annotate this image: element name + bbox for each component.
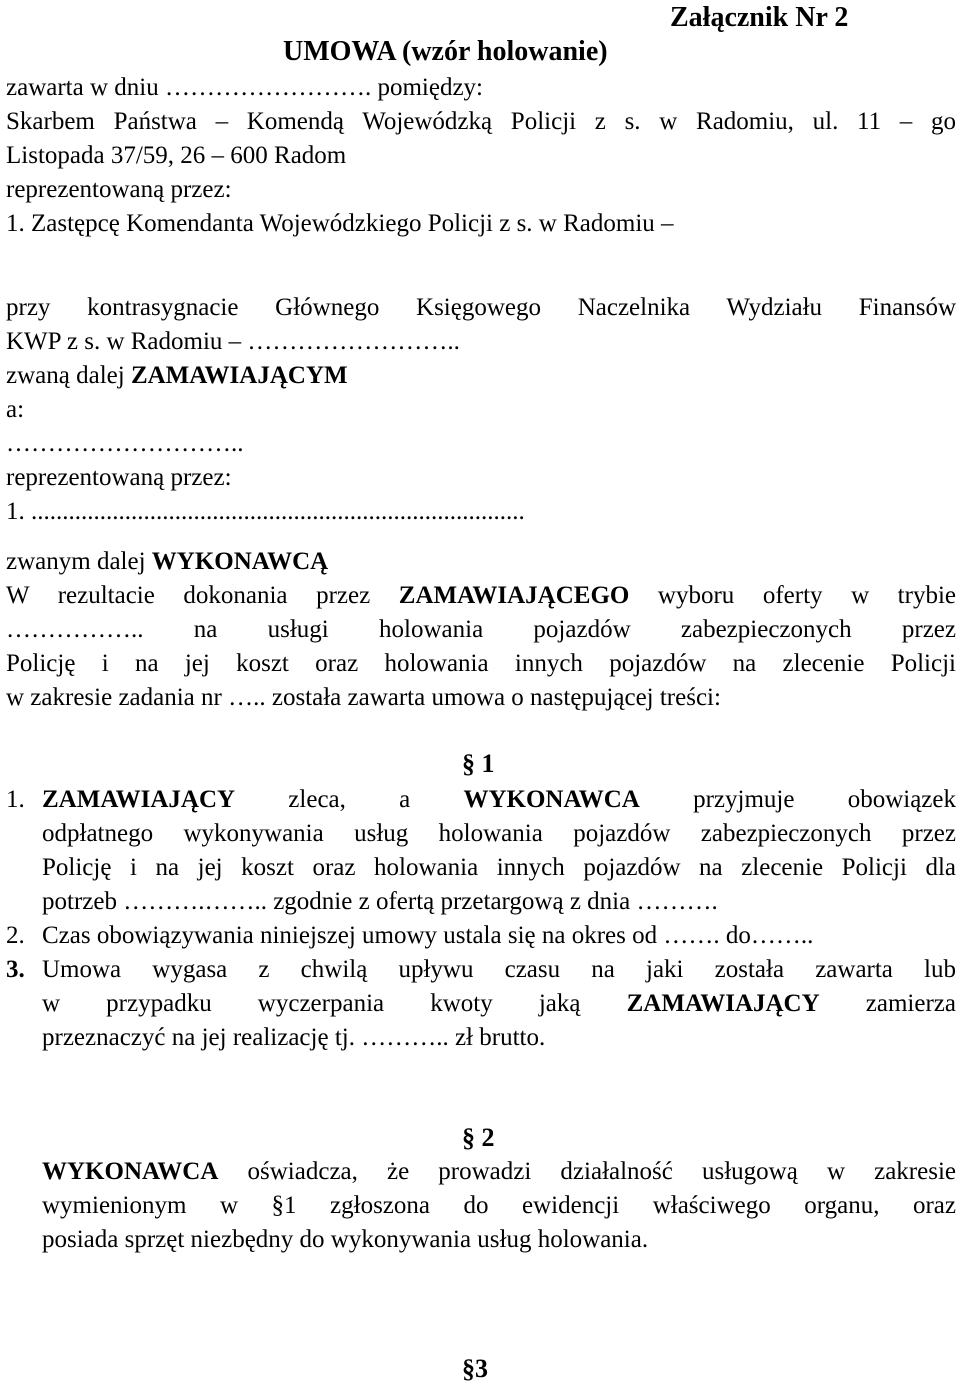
sec2-text-1b: oświadcza, że prowadzi działalność usługową w zakresie xyxy=(218,1158,956,1185)
parties-line-1: zawarta w dniu ……………………. pomiędzy: xyxy=(6,74,483,101)
item-1-line-2: odpłatnego wykonywania usług holowania pojazdów zabezpieczonych przez xyxy=(42,820,956,847)
intro-text-1a: W rezultacie dokonania przez xyxy=(6,582,399,609)
label-zwana-dalej: zwaną dalej xyxy=(6,362,131,389)
parties-line-11: reprezentowaną przez: xyxy=(6,464,232,491)
parties-line-8 xyxy=(6,359,956,393)
item-1-line-4: potrzeb ……….…….. zgodnie z ofertą przetargową z dnia ………. xyxy=(42,888,718,915)
sec2-line-2: wymienionym w §1 zgłoszona do ewidencji właściwego organu, oraz xyxy=(42,1192,956,1219)
item-3-line-1: Umowa wygasa z chwilą upływu czasu na jaki została zawarta lub xyxy=(42,956,956,983)
parties-line-4: reprezentowaną przez: xyxy=(6,176,232,203)
item-1-text-1d: przyjmuje obowiązek xyxy=(639,786,956,813)
item-3-text-2c: zamierza xyxy=(819,990,956,1017)
item-3-text-2a: w przypadku wyczerpania kwoty jaką xyxy=(42,990,627,1017)
parties-line-3: Listopada 37/59, 26 – 600 Radom xyxy=(6,142,347,169)
item-3-number: 3. xyxy=(6,956,25,983)
parties-line-6: przy kontrasygnacie Głównego Księgowego Naczelnika Wydziału Finansów xyxy=(6,294,956,321)
section-1-heading: § 1 xyxy=(462,749,495,778)
wykonawca-term: WYKONAWCA xyxy=(463,786,640,813)
sec2-line-3: posiada sprzęt niezbędny do wykonywania usług holowania. xyxy=(42,1226,649,1253)
zamawiajacego-term: ZAMAWIAJĄCEGO xyxy=(398,582,630,609)
item-1-line-1 xyxy=(42,783,956,817)
parties-line-10: ……………………….. xyxy=(6,430,244,457)
zamawiajacy-term: ZAMAWIAJĄCY xyxy=(626,990,820,1017)
item-1-line-3: Policję i na jej koszt oraz holowania innych pojazdów na zlecenie Policji dla xyxy=(42,854,956,881)
intro-line-1 xyxy=(6,579,956,613)
parties-line-13 xyxy=(6,545,956,579)
parties-line-2: Skarbem Państwa – Komendą Wojewódzką Policji z s. w Radomiu, ul. 11 – go xyxy=(6,108,956,135)
section-2-heading: § 2 xyxy=(462,1123,495,1152)
wykonawca-term: WYKONAWCA xyxy=(42,1158,219,1185)
label-zwanym-dalej: zwanym dalej xyxy=(6,548,152,575)
parties-line-5: 1. Zastępcę Komendanta Wojewódzkiego Policji z s. w Radomiu – xyxy=(6,210,674,237)
item-3-line-3: przeznaczyć na jej realizację tj. ……….. zł brutto. xyxy=(42,1024,546,1051)
parties-line-7: KWP z s. w Radomiu – …………………….. xyxy=(6,328,460,355)
parties-line-9: a: xyxy=(6,396,25,423)
zamawiajacy-term: ZAMAWIAJĄCY xyxy=(42,786,236,813)
zamawiajacy-term: ZAMAWIAJĄCYM xyxy=(130,362,348,389)
wykonawca-term: WYKONAWCĄ xyxy=(151,548,329,575)
item-3-line-2 xyxy=(42,987,956,1021)
sec2-line-1 xyxy=(42,1155,956,1189)
parties-line-12: 1. ............................................................................... xyxy=(6,498,525,525)
item-2-number: 2. xyxy=(6,922,25,949)
item-1-number: 1. xyxy=(6,786,25,813)
intro-line-3: Policję i na jej koszt oraz holowania innych pojazdów na zlecenie Policji xyxy=(6,650,956,677)
item-1-text-1b: zleca, a xyxy=(235,786,464,813)
item-2-line-1: Czas obowiązywania niniejszej umowy ustala się na okres od ……. do…….. xyxy=(42,922,814,949)
intro-line-4: w zakresie zadania nr ….. została zawarta umowa o następującej treści: xyxy=(6,684,721,711)
annex-label: Załącznik Nr 2 xyxy=(670,2,849,33)
section-3-heading: §3 xyxy=(462,1354,488,1383)
intro-line-2: …………….. na usługi holowania pojazdów zabezpieczonych przez xyxy=(6,616,956,643)
intro-text-1c: wyboru oferty w trybie xyxy=(629,582,956,609)
document-title: UMOWA (wzór holowanie) xyxy=(283,36,608,67)
